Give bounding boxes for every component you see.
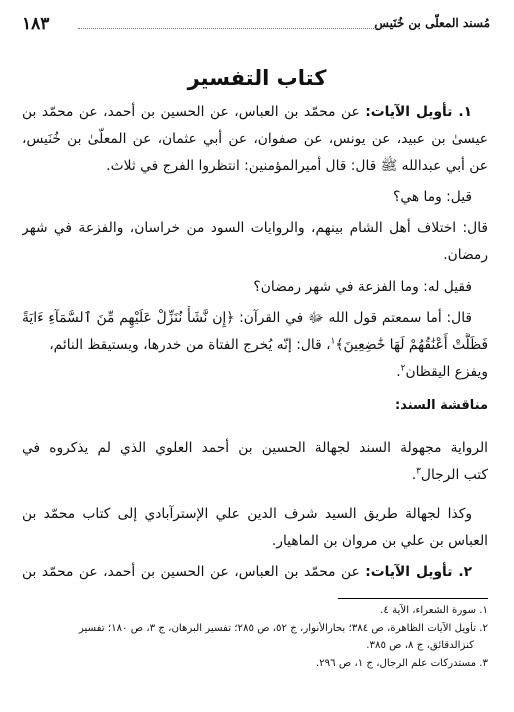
running-title: مُسند المعلّى بن خُنَيس [374,16,490,30]
question-2: فقيل له: وما الفزعة في شهر رمضان؟ [253,279,472,295]
hadith-1-line-2: عيسىٰ بن عبيد، عن يونس، عن صفوان، عن أبي عثمان، عن المعلّىٰ بن خُنَيس، [22,131,488,147]
quran-verse-part-1: ﴿إِن نَّشَأْ نُنَزِّلْ عَلَيْهِم مِّنَ ٱلسَّمَآءِ ءَايَةً [22,310,235,326]
discussion-1-line-1: الرواية مجهولة السند لجهالة الحسين بن أحمد العلوي الذي لم يذكروه في [22,440,488,456]
footnote-divider [338,598,488,599]
question-1: قيل: وما هي؟ [393,189,472,205]
footnote-3: ٣. مستدركات علم الرجال، ج ١، ص ٢٩٦. [315,658,488,669]
answer-2-line-3: ويفزع اليقظان$^٢$. [396,363,488,380]
footnote-ref-1: ١ [330,336,336,347]
footnote-ref-2: ٢ [400,363,406,374]
discussion-1-line-2: كتب الرجال$^٣$. [411,466,488,483]
quran-verse-part-2: فَظَلَّتْ أَعْنَٰقُهُمْ لَهَا خَٰضِعِينَ﴾ [335,337,488,353]
hadith-1-label: ١. تأويل الآيات: [365,104,472,120]
hadith-2-label: ٢. تأويل الآيات: [365,564,472,580]
hadith-1-line-3: عن أبي عبدالله ﷺ قال: قال أميرالمؤمنين: انتظروا الفرج في ثلاث. [106,158,488,174]
answer-2-line-1: قال: أما سمعتم قول الله ﷻ في القرآن: ﴿إِن نَّشَأْ نُنَزِّلْ عَلَيْهِم مِّنَ ٱلسَّمَآءِ ءَايَةً [22,310,472,326]
answer-1-line-2: رمضان. [443,247,488,263]
page-number: ١٨٣ [22,14,50,34]
running-header [22,14,490,38]
discussion-2-line-2: العباس بن علي بن مروان بن الماهيار. [271,533,488,549]
answer-2-line-2: فَظَلَّتْ أَعْنَٰقُهُمْ لَهَا خَٰضِعِينَ﴾$^١$، قال: إنّه يُخرج الفتاة من خدرها، ويستيقظ النائم، [49,336,488,353]
header-dotted-rule [78,28,384,29]
discussion-2-line-1: وكذا لجهالة طريق السيد شرف الدين علي الإسترآبادي إلى كتاب محمّد بن [22,506,472,522]
footnote-2-continued: كنزالدقائق، ج ٨، ص ٣٨٥. [366,640,474,651]
answer-1-line-1: قال: اختلاف أهل الشام بينهم، والروايات السود من خراسان، والفزعة في شهر [22,220,488,236]
hadith-1-line-1: ١. تأويل الآيات: عن محمّد بن العباس، عن الحسين بن أحمد، عن محمّد بن [22,104,472,120]
footnote-1: ١. سورة الشعراء، الآية ٤. [380,605,488,616]
subheading-sanad-discussion: مناقشة السند: [395,398,488,413]
section-title: كتاب التفسير [187,66,327,90]
footnote-2: ٢. تأويل الآيات الظاهرة، ص ٣٨٤؛ بحارالأنوار، ج ٥٢، ص ٢٨٥؛ تفسير البرهان، ج ٣، ص ١٨٠؛ تفسير [78,623,488,634]
hadith-2-line-1: ٢. تأويل الآيات: عن محمّد بن العباس، عن الحسين بن أحمد، عن محمّد بن [22,564,472,580]
footnote-ref-3: ٣ [416,466,421,477]
